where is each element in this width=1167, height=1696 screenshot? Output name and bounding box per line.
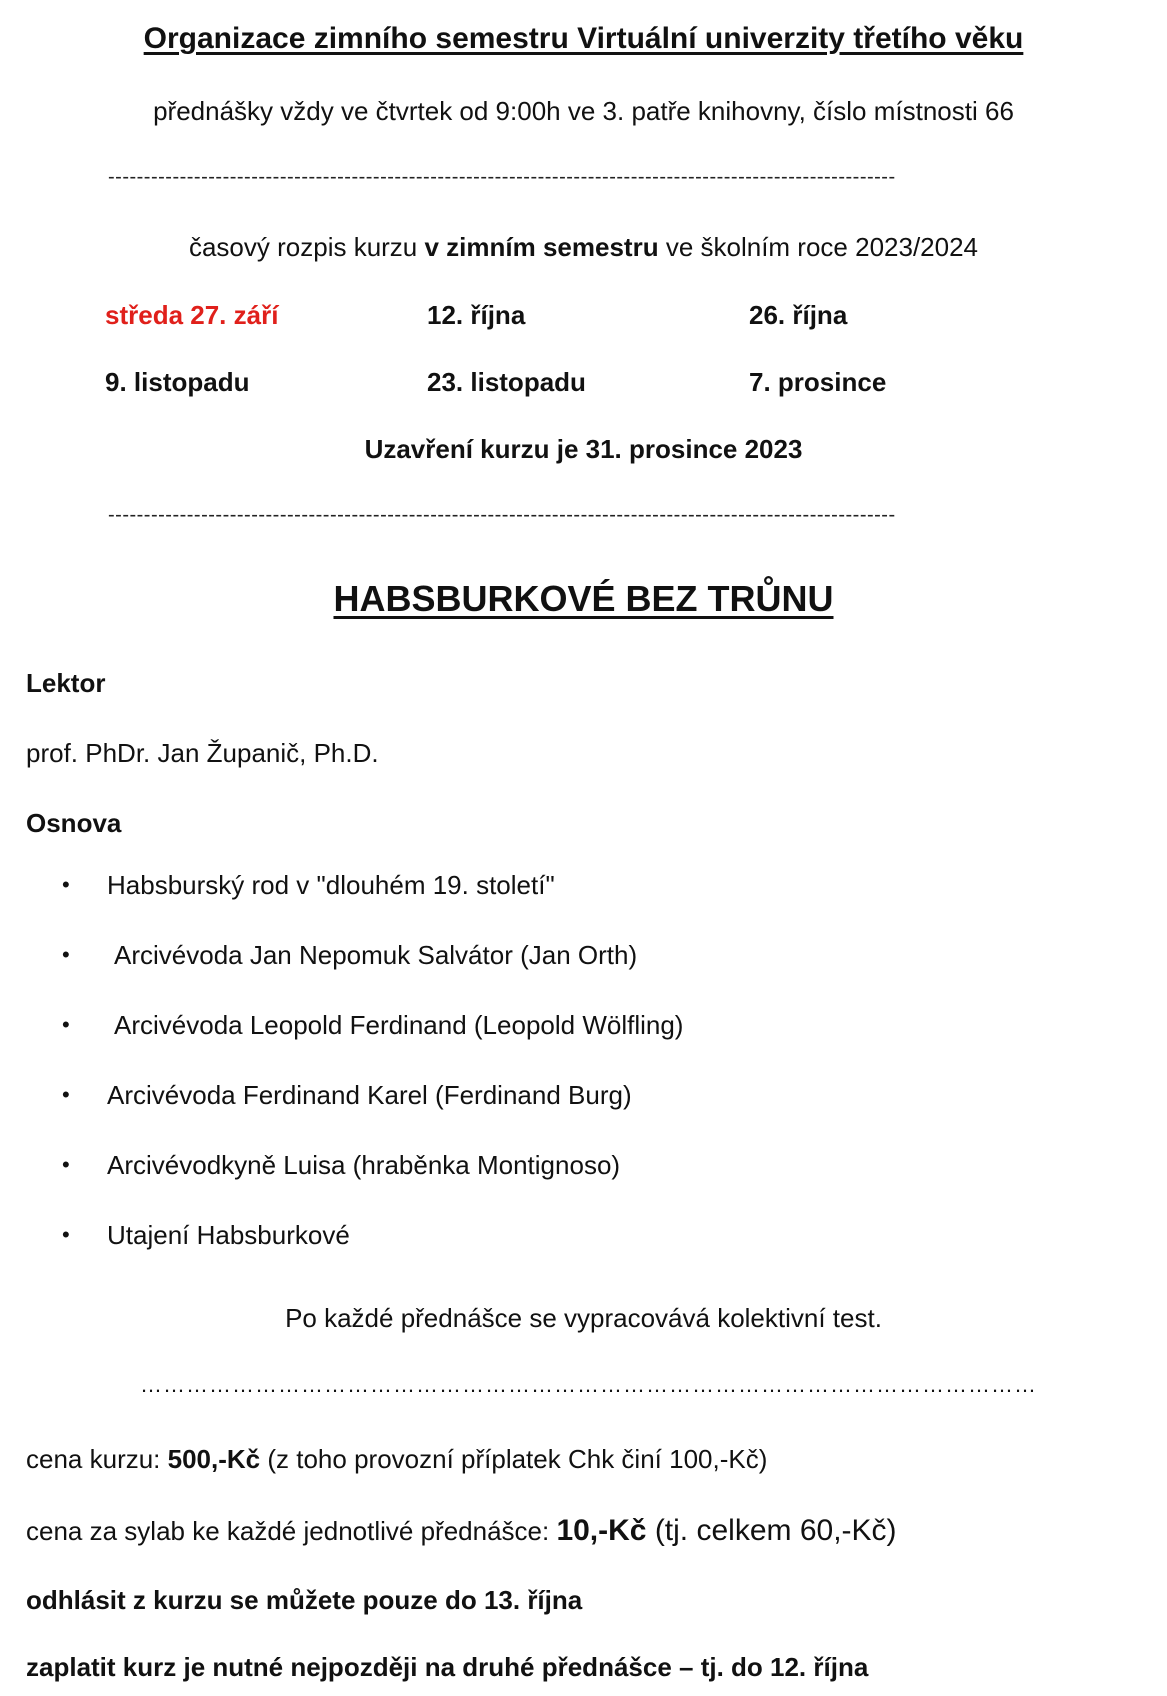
course-price-note: (z toho provozní příplatek Chk činí 100,-Kč) <box>260 1444 768 1474</box>
course-closing-date: Uzavření kurzu je 31. prosince 2023 <box>364 434 803 464</box>
bullet-icon: • <box>62 1082 70 1107</box>
schedule-date: 7. prosince <box>749 367 887 397</box>
schedule-date: 23. listopadu <box>427 367 586 397</box>
schedule-intro-year: ve školním roce 2023/2024 <box>658 232 979 262</box>
outline-item-text: Arcivévoda Leopold Ferdinand (Leopold Wölfling) <box>114 1010 684 1040</box>
schedule-intro <box>0 232 1167 263</box>
syllabus-price-label: cena za sylab ke každé jednotlivé přednášce: <box>26 1516 557 1546</box>
syllabus-price-value: 10,-Kč <box>556 1514 647 1547</box>
course-price-line <box>26 1444 767 1475</box>
bullet-icon: • <box>62 872 70 897</box>
course-price-value: 500,-Kč <box>167 1444 261 1474</box>
outline-item-text: Utajení Habsburkové <box>107 1220 350 1250</box>
lecturer-name: prof. PhDr. Jan Županič, Ph.D. <box>26 738 379 768</box>
bullet-icon: • <box>62 1012 70 1037</box>
separator-line: -------------------------------------------------------------------------------------------------------------- <box>108 166 896 188</box>
schedule-date: 9. listopadu <box>105 367 250 397</box>
schedule-date: 26. října <box>749 300 848 330</box>
bullet-icon: • <box>62 1222 70 1247</box>
outline-item-text: Arcivévoda Ferdinand Karel (Ferdinand Burg) <box>107 1080 632 1110</box>
lecturer-label: Lektor <box>26 668 106 698</box>
outline-item-text: Habsburský rod v "dlouhém 19. století" <box>107 870 555 900</box>
lecture-location-info: přednášky vždy ve čtvrtek od 9:00h ve 3. patře knihovny, číslo místnosti 66 <box>153 96 1014 126</box>
course-title: HABSBURKOVÉ BEZ TRŮNU <box>333 578 834 619</box>
syllabus-price-line <box>26 1514 897 1548</box>
schedule-date: 12. října <box>427 300 526 330</box>
bullet-icon: • <box>62 942 70 967</box>
test-note: Po každé přednášce se vypracovává kolektivní test. <box>285 1303 882 1333</box>
bullet-icon: • <box>62 1152 70 1177</box>
schedule-date-first: středa 27. září <box>105 300 279 330</box>
outline-label: Osnova <box>26 808 122 838</box>
document-title: Organizace zimního semestru Virtuální univerzity třetího věku <box>143 22 1024 55</box>
schedule-intro-text: časový rozpis kurzu <box>188 232 425 262</box>
outline-item-text: Arcivévoda Jan Nepomuk Salvátor (Jan Orth) <box>114 940 638 970</box>
dotted-separator: ……………………………………………………………………………………………………… <box>140 1372 1037 1397</box>
syllabus-price-note: (tj. celkem 60,-Kč) <box>646 1514 897 1547</box>
separator-line: -------------------------------------------------------------------------------------------------------------- <box>108 504 896 526</box>
payment-notice: zaplatit kurz je nutné nejpozději na druhé přednášce – tj. do 12. října <box>26 1652 869 1682</box>
course-price-label: cena kurzu: <box>26 1444 168 1474</box>
withdraw-notice: odhlásit z kurzu se můžete pouze do 13. října <box>26 1585 583 1615</box>
outline-item-text: Arcivévodkyně Luisa (hraběnka Montignoso) <box>107 1150 621 1180</box>
schedule-intro-semester: v zimním semestru <box>424 232 659 262</box>
